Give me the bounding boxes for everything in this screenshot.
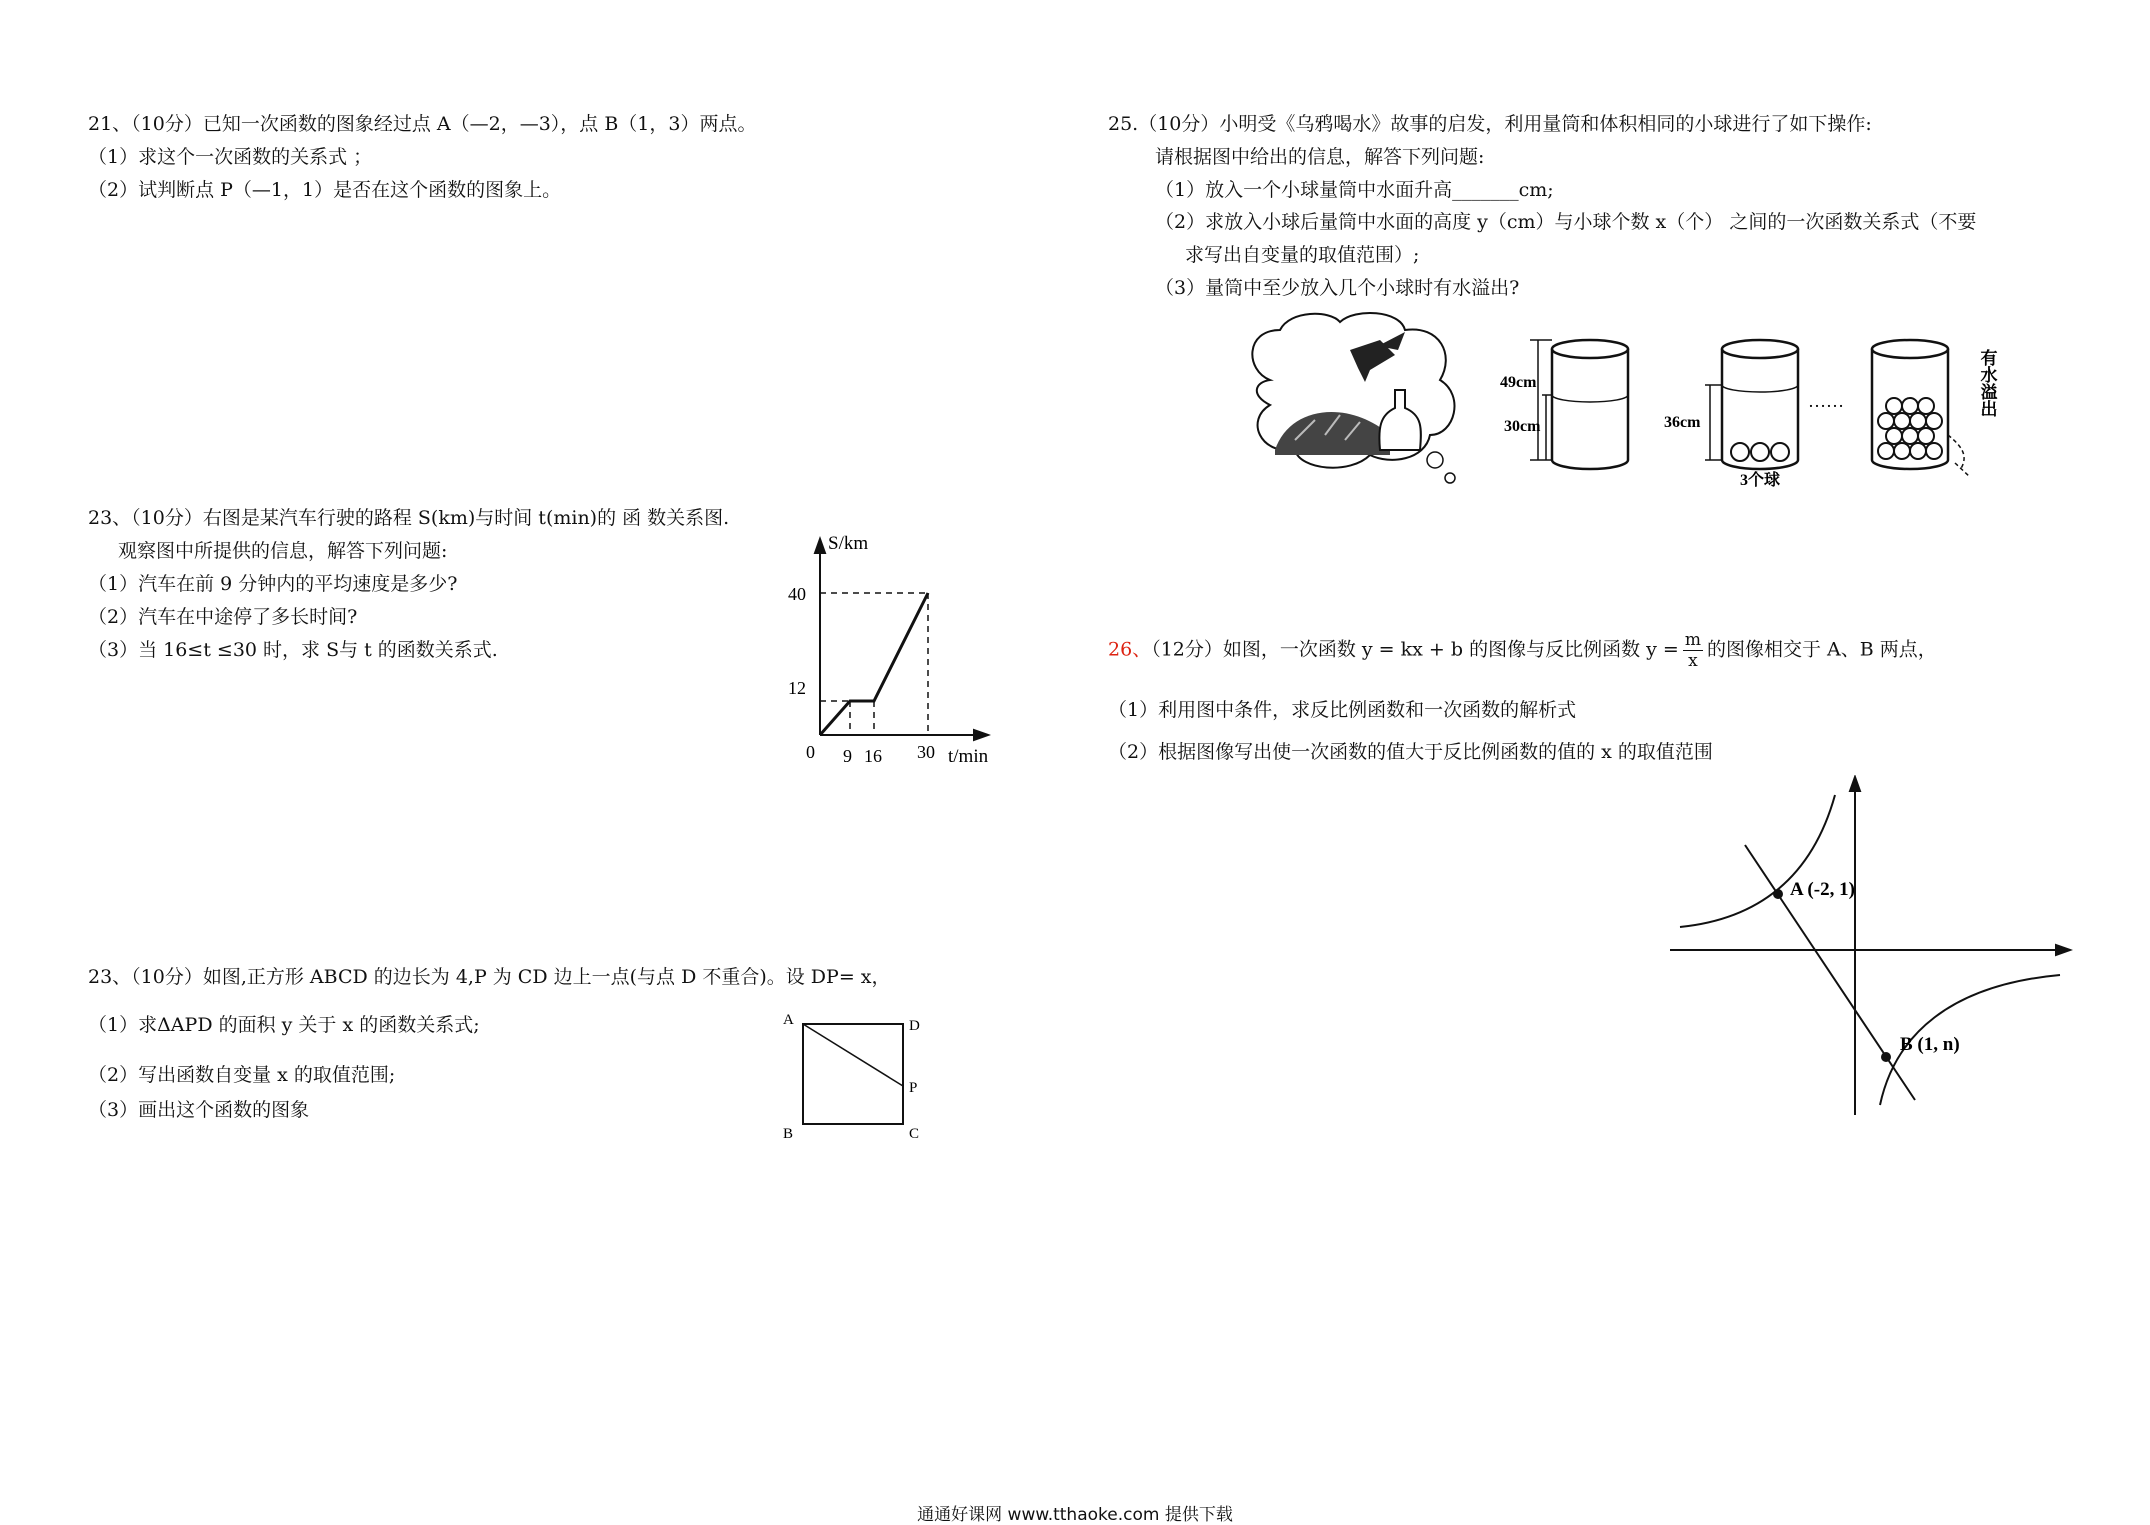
q26-part-2: （2）根据图像写出使一次函数的值大于反比例函数的值的 x 的取值范围 bbox=[1108, 741, 1713, 763]
label-49cm: 49cm bbox=[1500, 374, 1537, 391]
hyperbola-graph bbox=[1660, 775, 2080, 1115]
x-tick-30: 30 bbox=[917, 742, 935, 762]
q25-part-1: （1）放入一个小球量筒中水面升高_______cm; bbox=[1155, 179, 1554, 201]
q21-part-2: （2）试判断点 P（—1，1）是否在这个函数的图象上。 bbox=[88, 179, 562, 201]
point-A bbox=[1773, 889, 1783, 899]
label-3-balls: 3个球 bbox=[1740, 472, 1781, 489]
vertex-C: C bbox=[909, 1126, 920, 1142]
q23a-part-2: （2）汽车在中途停了多长时间? bbox=[88, 606, 358, 628]
label-ellipsis: …… bbox=[1808, 391, 1844, 411]
fraction-m-over-x: $\frac{m}{x}$ bbox=[1684, 630, 1701, 671]
q21-part-1: （1）求这个一次函数的关系式 ； bbox=[88, 146, 373, 168]
q26-part-1: （1）利用图中条件，求反比例函数和一次函数的解析式 bbox=[1108, 699, 1577, 721]
q25-part-3: （3）量筒中至少放入几个小球时有水溢出? bbox=[1155, 277, 1520, 299]
point-B bbox=[1881, 1052, 1891, 1062]
q23a-part-3: （3）当 16≤t ≤30 时，求 S与 t 的函数关系式. bbox=[88, 639, 498, 661]
label-overflow: 有水溢出 bbox=[1977, 349, 1997, 417]
q23a-part-1: （1）汽车在前 9 分钟内的平均速度是多少? bbox=[88, 573, 458, 595]
page-footer: 通通好课网 www.tthaoke.com 提供下载 bbox=[917, 1505, 1233, 1525]
q26-number: 26、 bbox=[1108, 638, 1152, 661]
y-tick-12: 12 bbox=[788, 678, 806, 698]
x-tick-0: 0 bbox=[806, 742, 815, 762]
q23a-title: 23、（10分）右图是某汽车行驶的路程 S(km)与时间 t(min)的 函 数关系图. bbox=[88, 507, 730, 529]
crow-drinking-illustration bbox=[1240, 310, 1470, 495]
square-figure bbox=[775, 1004, 935, 1144]
q25-intro: 请根据图中给出的信息，解答下列问题: bbox=[1155, 146, 1485, 168]
label-A: A (-2, 1) bbox=[1790, 879, 1855, 900]
vertex-A: A bbox=[783, 1012, 794, 1028]
vertex-D: D bbox=[909, 1018, 920, 1034]
x-tick-16: 16 bbox=[864, 746, 882, 766]
x-axis-label: t/min bbox=[948, 746, 989, 767]
label-30cm: 30cm bbox=[1504, 418, 1541, 435]
q25-part-2b: 求写出自变量的取值范围）; bbox=[1185, 244, 1420, 266]
q21-title: 21、（10分）已知一次函数的图象经过点 A（—2，—3），点 B（1，3）两点。 bbox=[88, 113, 757, 135]
q26-title-b: 的图像相交于 A、B 两点， bbox=[1706, 638, 1937, 661]
distance-time-graph bbox=[770, 525, 1030, 770]
q23a-intro: 观察图中所提供的信息，解答下列问题: bbox=[118, 540, 448, 562]
q23b-part-2: （2）写出函数自变量 x 的取值范围; bbox=[88, 1064, 396, 1086]
label-B: B (1, n) bbox=[1900, 1034, 1960, 1055]
q23b-part-1: （1）求ΔAPD 的面积 y 关于 x 的函数关系式; bbox=[88, 1014, 480, 1036]
y-axis-label: S/km bbox=[828, 533, 869, 554]
point-P: P bbox=[909, 1080, 918, 1096]
x-tick-9: 9 bbox=[843, 746, 852, 766]
q25-part-2a: （2）求放入小球后量筒中水面的高度 y（cm）与小球个数 x（个） 之间的一次函数关系式（不要 bbox=[1155, 211, 1977, 233]
q23b-part-3: （3）画出这个函数的图象 bbox=[88, 1099, 310, 1121]
label-36cm: 36cm bbox=[1664, 414, 1701, 431]
q23b-title: 23、（10分）如图,正方形 ABCD 的边长为 4,P 为 CD 边上一点(与点 D 不重合)。设 DP= x， bbox=[88, 966, 891, 988]
y-tick-40: 40 bbox=[788, 584, 806, 604]
vertex-B: B bbox=[783, 1126, 794, 1142]
q25-title: 25.（10分）小明受《乌鸦喝水》故事的启发，利用量筒和体积相同的小球进行了如下操作: bbox=[1108, 113, 1872, 135]
cylinders-figure bbox=[1500, 335, 2020, 490]
q26-title-a: （12分）如图，一次函数 y = kx + b 的图像与反比例函数 y = bbox=[1151, 638, 1679, 661]
